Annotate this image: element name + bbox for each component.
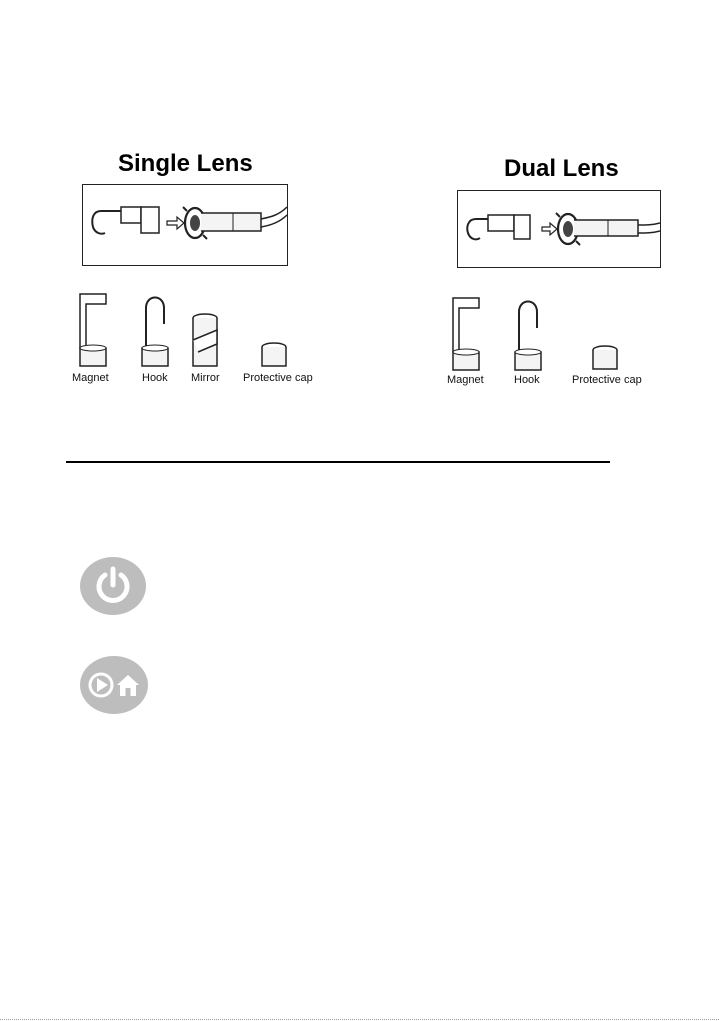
play-home-icon xyxy=(87,670,141,700)
single-lens-assembly-diagram xyxy=(82,184,288,266)
section-divider xyxy=(66,461,610,463)
dual-lens-assembly-diagram xyxy=(457,190,661,268)
dual-protective-cap-label: Protective cap xyxy=(572,374,642,386)
dual-lens-title: Dual Lens xyxy=(504,155,619,182)
dual-magnet-accessory-icon xyxy=(449,294,483,374)
power-button[interactable] xyxy=(80,557,146,615)
single-lens-title: Single Lens xyxy=(118,150,253,177)
dual-hook-label: Hook xyxy=(514,374,540,386)
single-protective-cap-label: Protective cap xyxy=(243,372,313,384)
dual-magnet-label: Magnet xyxy=(447,374,484,386)
magnet-accessory-icon xyxy=(76,290,110,370)
page-footer-line xyxy=(0,1019,719,1020)
hook-accessory-icon xyxy=(138,290,172,370)
single-magnet-label: Magnet xyxy=(72,372,109,384)
dual-hook-accessory-icon xyxy=(511,294,545,374)
single-hook-label: Hook xyxy=(142,372,168,384)
single-mirror-label: Mirror xyxy=(191,372,220,384)
dual-protective-cap-accessory-icon xyxy=(590,345,620,373)
protective-cap-accessory-icon xyxy=(259,342,289,370)
mirror-accessory-icon xyxy=(190,312,220,370)
play-home-button[interactable] xyxy=(80,656,148,714)
power-icon xyxy=(91,564,135,608)
